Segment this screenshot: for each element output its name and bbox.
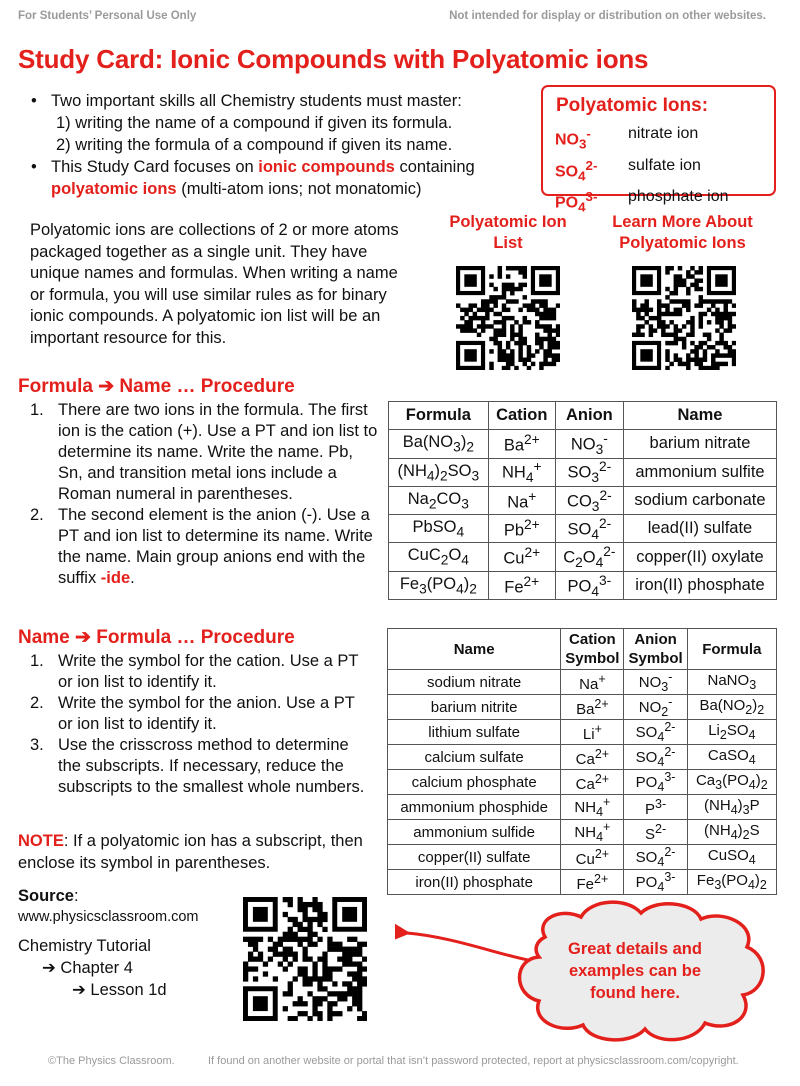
footer-copyright: ©The Physics Classroom. (48, 1055, 175, 1067)
table-row (388, 795, 777, 820)
table-header-row (388, 629, 777, 670)
ion-name: phosphate ion (628, 188, 729, 206)
ion-formula: $PO_4^{3-}$ (555, 189, 598, 215)
header-notice-right: Not intended for display or distribution on other websites. (449, 10, 766, 22)
name-cell: calcium phosphate (388, 770, 561, 795)
cation-cell: $NH_4^+$ (488, 458, 555, 486)
step-text: Write the symbol for the cation. Use a PT or ion list to identify it. (58, 652, 359, 691)
name-cell: ammonium sulfite (623, 458, 776, 486)
name-cell: barium nitrate (623, 430, 776, 458)
name-cell: sodium carbonate (623, 486, 776, 514)
intro-bullet-text: containing (394, 158, 475, 176)
formula-cell: $Ca_3(PO_4)_2$ (687, 770, 776, 795)
cation-cell: $Ca^{2+}$ (561, 770, 624, 795)
anion-cell: $S^{2-}$ (624, 820, 687, 845)
formula-cell: PbSO$_4$ (389, 515, 489, 543)
table-row (389, 486, 777, 514)
step-text: Use the crisscross method to determine the subscripts. If necessary, reduce the subscripts to the smallest whole numbers. (58, 736, 365, 796)
anion-cell: $C_2O_4^{2-}$ (555, 543, 623, 571)
step-text: Write the symbol for the anion. Use a PT or ion list to identify it. (58, 694, 355, 733)
polyatomic-box-title: Polyatomic Ions: (556, 95, 709, 116)
name-cell: iron(II) phosphate (623, 571, 776, 599)
cation-cell: $Fe^{2+}$ (561, 870, 624, 895)
cation-cell: $Ba^{2+}$ (488, 430, 555, 458)
name-cell: ammonium sulfide (388, 820, 561, 845)
cation-cell: $Ba^{2+}$ (561, 695, 624, 720)
anion-cell: $PO_4^{3-}$ (555, 571, 623, 599)
table-row (389, 458, 777, 486)
formula-cell: $(NH_4)_2S$ (687, 820, 776, 845)
qr-code-tutorial[interactable] (243, 897, 367, 1021)
column-header: Name (623, 402, 776, 430)
step-number: 1. (30, 652, 44, 670)
list-item (18, 693, 368, 735)
column-header: Name (388, 629, 561, 670)
column-header: Anion Symbol (624, 629, 687, 670)
step-text: There are two ions in the formula. The first ion is the cation (+). Use a PT and ion list to determine its name. Write the name. Pb, Sn, and transition metal ions include a Roman numeral in parentheses. (58, 401, 378, 503)
ion-name: sulfate ion (628, 156, 701, 174)
formula-to-name-title: Formula ➔ Name … Procedure (18, 376, 295, 397)
column-header: Cation Symbol (561, 629, 624, 670)
polyatomic-row (555, 155, 762, 187)
formula-cell: CuSO$_4$ (687, 845, 776, 870)
cation-cell: Na+ (488, 486, 555, 514)
formula-cell: $Na_2CO_3$ (389, 486, 489, 514)
emphasis-polyatomic-ions: polyatomic ions (51, 180, 177, 198)
table-row (388, 870, 777, 895)
name-to-formula-title: Name ➔ Formula … Procedure (18, 627, 295, 648)
intro-bullet-text: Two important skills all Chemistry students must master: (51, 92, 462, 110)
table-row (388, 745, 777, 770)
name-cell: iron(II) phosphate (388, 870, 561, 895)
list-item (18, 505, 378, 589)
column-header: Cation (488, 402, 555, 430)
cation-cell: $Cu^{2+}$ (488, 543, 555, 571)
formula-to-name-table (388, 401, 777, 600)
ion-formula: $NO_3^-$ (555, 126, 591, 152)
cation-cell: Li+ (561, 720, 624, 745)
intro-bullet (30, 90, 530, 112)
column-header: Formula (687, 629, 776, 670)
table-row (388, 770, 777, 795)
name-cell: calcium sulfate (388, 745, 561, 770)
table-row (388, 695, 777, 720)
step-number: 2. (30, 694, 44, 712)
formula-cell: $Li_2SO_4$ (687, 720, 776, 745)
column-header: Anion (555, 402, 623, 430)
source-lesson: ➔ Lesson 1d (72, 981, 167, 999)
qr-code-ion-list[interactable] (456, 266, 560, 370)
suffix-ide: -ide (100, 569, 131, 587)
ion-name: nitrate ion (628, 125, 699, 142)
footer-report-notice: If found on another website or portal that isn’t password protected, report at physicsclassroom.com/copyright. (208, 1055, 739, 1067)
cation-cell: $NH_4^+$ (561, 820, 624, 845)
step-number: 2. (30, 506, 44, 524)
callout-arrow (407, 933, 538, 962)
table-row (388, 820, 777, 845)
source-url[interactable]: www.physicsclassroom.com (18, 909, 199, 925)
cation-cell: $NH_4^+$ (561, 795, 624, 820)
intro-bullet-text: (multi-atom ions; not monatomic) (176, 180, 422, 198)
table-row (388, 720, 777, 745)
anion-cell: $SO_4^{2-}$ (624, 720, 687, 745)
anion-cell: $CO_3^{2-}$ (555, 486, 623, 514)
step-number: 1. (30, 401, 44, 419)
anion-cell: $SO_4^{2-}$ (624, 745, 687, 770)
list-item (18, 735, 368, 798)
anion-cell: $NO_3^-$ (555, 430, 623, 458)
step-text: The second element is the anion (-). Use a PT and ion list to determine its name. Write the name. Main group anions end with the suffix (58, 506, 373, 587)
name-cell: sodium nitrate (388, 670, 561, 695)
source-block (18, 887, 238, 1001)
name-to-formula-steps (18, 651, 368, 798)
qr-code-learn-more[interactable] (632, 266, 736, 370)
formula-cell: $(NH_4)_3P$ (687, 795, 776, 820)
name-cell: copper(II) sulfate (388, 845, 561, 870)
cation-cell: $Ca^{2+}$ (561, 745, 624, 770)
formula-cell: $(NH_4)_2SO_3$ (389, 458, 489, 486)
qr-label-learn-more: Learn More About Polyatomic Ions (612, 213, 753, 252)
anion-cell: $P^{3-}$ (624, 795, 687, 820)
name-cell: lithium sulfate (388, 720, 561, 745)
intro-bullet (30, 156, 530, 200)
intro-subitem: 1) writing the name of a compound if given its formula. (56, 114, 453, 132)
polyatomic-row (555, 123, 762, 155)
source-path (18, 935, 238, 1001)
qr-label-ion-list: Polyatomic Ion List (449, 213, 567, 252)
step-number: 3. (30, 736, 44, 754)
polyatomic-ions-box (541, 85, 776, 215)
formula-cell: $Fe_3(PO_4)_2$ (687, 870, 776, 895)
intro-bullet-text: This Study Card focuses on (51, 158, 259, 176)
table-row (388, 670, 777, 695)
cation-cell: $Cu^{2+}$ (561, 845, 624, 870)
name-cell: barium nitrite (388, 695, 561, 720)
anion-cell: $NO_3^-$ (624, 670, 687, 695)
formula-cell: $CuC_2O_4$ (389, 543, 489, 571)
table-row (389, 430, 777, 458)
table-row (389, 515, 777, 543)
callout-text: Great details and examples can be found here. (568, 940, 702, 1002)
name-cell: ammonium phosphide (388, 795, 561, 820)
page-title: Study Card: Ionic Compounds with Polyatomic ions (18, 44, 649, 74)
header-notice-left: For Students’ Personal Use Only (18, 10, 197, 22)
anion-cell: $PO_4^{3-}$ (624, 770, 687, 795)
anion-cell: $SO_4^{2-}$ (624, 845, 687, 870)
emphasis-ionic-compounds: ionic compounds (258, 158, 395, 176)
source-tutorial: Chemistry Tutorial (18, 937, 151, 955)
name-cell: copper(II) oxylate (623, 543, 776, 571)
source-label: Source (18, 887, 74, 905)
table-row (388, 845, 777, 870)
anion-cell: $SO_3^{2-}$ (555, 458, 623, 486)
formula-cell: CaSO$_4$ (687, 745, 776, 770)
list-item (18, 400, 378, 505)
name-cell: lead(II) sulfate (623, 515, 776, 543)
formula-cell: $Ba(NO_3)_2$ (389, 430, 489, 458)
anion-cell: $NO_2^-$ (624, 695, 687, 720)
cation-cell: Na+ (561, 670, 624, 695)
table-row (389, 543, 777, 571)
name-to-formula-table (387, 628, 777, 895)
formula-cell: $Fe_3(PO_4)_2$ (389, 571, 489, 599)
ion-formula: $SO_4^{2-}$ (555, 157, 598, 184)
step-text: . (130, 569, 135, 587)
formula-to-name-steps (18, 400, 378, 589)
source-label-line: Source: (18, 887, 79, 905)
table-header-row (389, 402, 777, 430)
column-header: Formula (389, 402, 489, 430)
intro-bullets (30, 90, 530, 200)
formula-cell: NaNO$_3$ (687, 670, 776, 695)
source-chapter: ➔ Chapter 4 (42, 959, 133, 977)
note-text: : If a polyatomic ion has a subscript, then enclose its symbol in parentheses. (18, 832, 363, 872)
intro-subitem: 2) writing the formula of a compound if given its name. (56, 136, 453, 154)
cation-cell: $Pb^{2+}$ (488, 515, 555, 543)
note (18, 830, 368, 874)
cation-cell: $Fe^{2+}$ (488, 571, 555, 599)
anion-cell: $SO_4^{2-}$ (555, 515, 623, 543)
note-label: NOTE (18, 832, 64, 850)
list-item (18, 651, 368, 693)
table-row (389, 571, 777, 599)
anion-cell: $PO_4^{3-}$ (624, 870, 687, 895)
formula-cell: $Ba(NO_2)_2$ (687, 695, 776, 720)
intro-paragraph: Polyatomic ions are collections of 2 or more atoms packaged together as a single unit. They have unique names and formulas. When writing a name or formula, you will use similar rules as for binary ionic compounds. A polyatomic ion list will be an important resource for this. (30, 221, 399, 347)
